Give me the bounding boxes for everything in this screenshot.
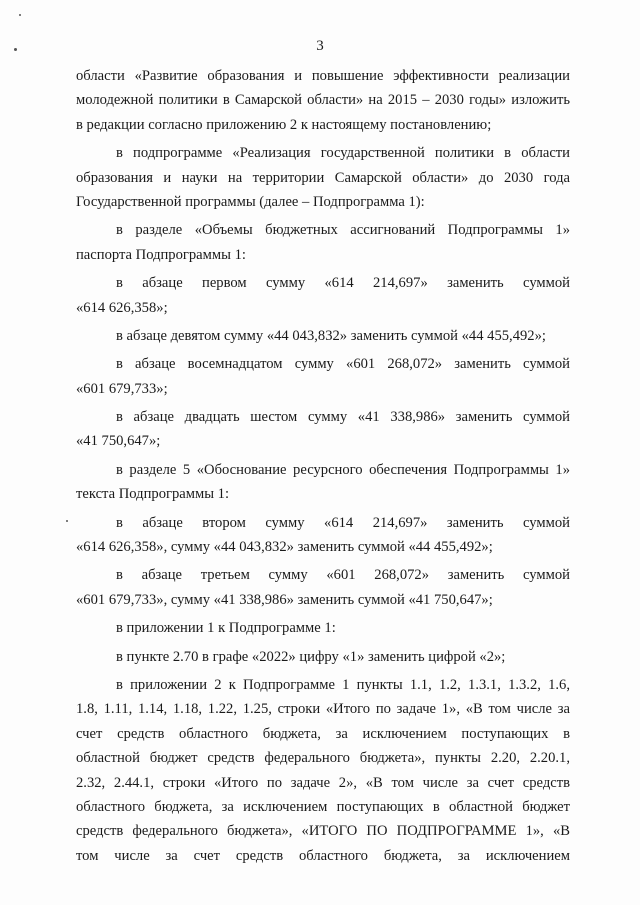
text-line: 1.8, 1.11, 1.14, 1.18, 1.22, 1.25, строки «Итого по задаче 1», «В том числе за [76, 701, 570, 718]
text-line: «601 679,733»; [76, 380, 168, 397]
text-line: в приложении 2 к Подпрограмме 1 пункты 1.1, 1.2, 1.3.1, 1.3.2, 1.6, [116, 676, 570, 693]
text-line: в абзаце девятом сумму «44 043,832» заменить суммой «44 455,492»; [116, 327, 546, 344]
text-line: паспорта Подпрограммы 1: [76, 246, 246, 263]
text-line: в разделе 5 «Обоснование ресурсного обеспечения Подпрограммы 1» [116, 461, 570, 478]
text-line: в абзаце двадцать шестом сумму «41 338,986» заменить суммой [116, 409, 570, 426]
text-line: «614 626,358», сумму «44 043,832» заменить суммой «44 455,492»; [76, 539, 493, 556]
text-line: в абзаце третьем сумму «601 268,072» заменить суммой [116, 567, 570, 584]
text-line: «614 626,358»; [76, 299, 168, 316]
text-line: средств федерального бюджета», «ИТОГО ПО ПОДПРОГРАММЕ 1», «В [76, 823, 570, 840]
scan-speck [14, 48, 17, 51]
text-line: в абзаце втором сумму «614 214,697» заменить суммой [116, 514, 570, 531]
text-line: в абзаце восемнадцатом сумму «601 268,072» заменить суммой [116, 356, 570, 373]
text-line: 2.32, 2.44.1, строки «Итого по задаче 2», «В том числе за счет средств [76, 774, 570, 791]
text-line: в разделе «Объемы бюджетных ассигнований Подпрограммы 1» [116, 222, 570, 239]
text-line: счет средств областного бюджета, за исключением поступающих в [76, 725, 570, 742]
text-line: «601 679,733», сумму «41 338,986» заменить суммой «41 750,647»; [76, 591, 493, 608]
text-line: областного бюджета, за исключением поступающих в областной бюджет [76, 798, 570, 815]
text-line: «41 750,647»; [76, 433, 161, 450]
text-line: в редакции согласно приложению 2 к настоящему постановлению; [76, 116, 492, 133]
text-line: областной бюджет средств федерального бюджета», пункты 2.20, 2.20.1, [76, 750, 570, 767]
text-line: в приложении 1 к Подпрограмме 1: [116, 620, 336, 637]
text-line: текста Подпрограммы 1: [76, 486, 230, 503]
text-line: образования и науки на территории Самарской области» до 2030 года [76, 169, 570, 186]
document-body [76, 64, 570, 868]
text-line: молодежной политики в Самарской области» на 2015 – 2030 годы» изложить [76, 92, 570, 109]
text-line: в подпрограмме «Реализация государственной политики в области [116, 145, 570, 162]
scan-speck [19, 14, 21, 16]
text-line: в пункте 2.70 в графе «2022» цифру «1» заменить цифрой «2»; [116, 648, 506, 665]
page-number: 3 [316, 38, 324, 54]
text-line: области «Развитие образования и повышение эффективности реализации [76, 68, 570, 84]
text-line: Государственной программы (далее – Подпрограмма 1): [76, 193, 425, 210]
text-line: том числе за счет средств областного бюджета, за исключением [76, 847, 570, 864]
text-line: в абзаце первом сумму «614 214,697» заменить суммой [116, 275, 570, 292]
scan-speck [66, 520, 68, 522]
